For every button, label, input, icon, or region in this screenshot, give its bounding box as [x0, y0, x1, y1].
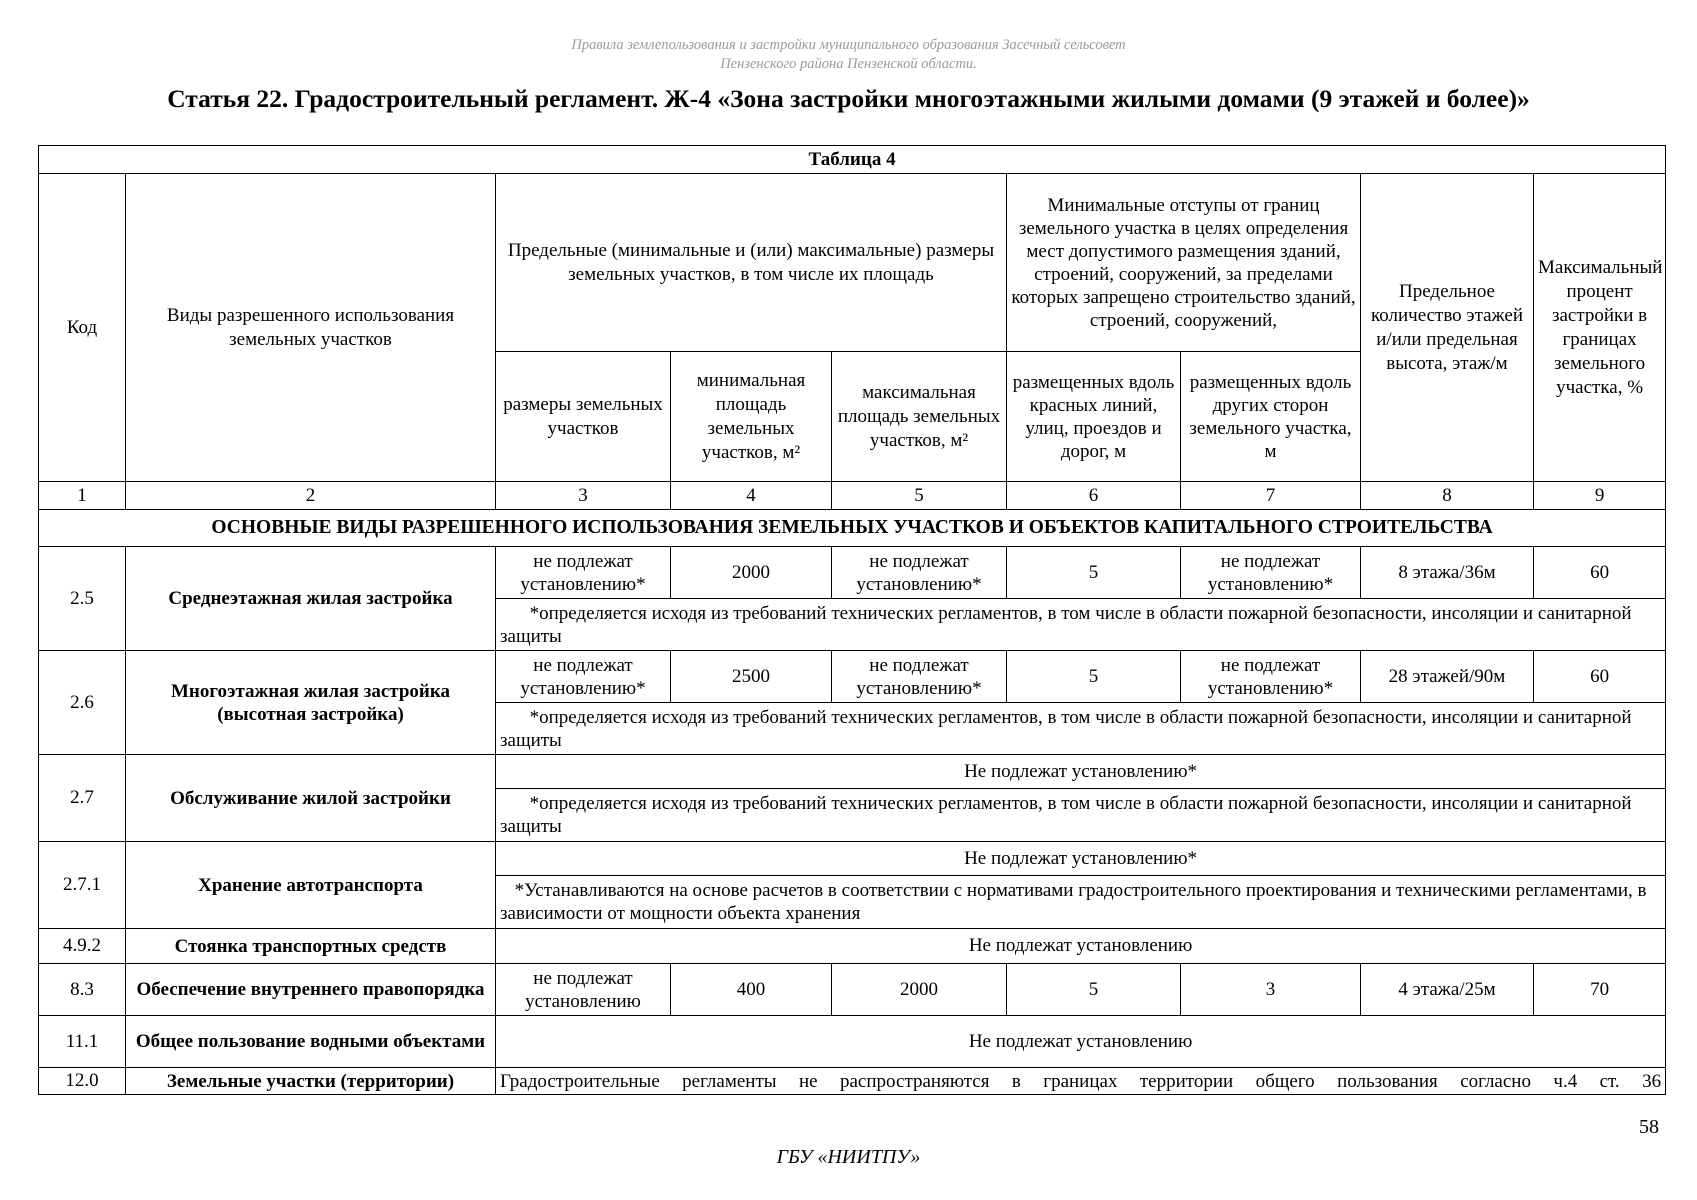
table-row: [39, 547, 1666, 599]
row-value: Градостроительные регламенты не распространяются в границах территории общего пользования согласно ч.4 ст. 36: [496, 1068, 1666, 1095]
section-row: [39, 510, 1666, 547]
header-use-types: Виды разрешенного использования земельных участков: [126, 174, 496, 482]
row-value: Не подлежат установлению*: [496, 755, 1666, 789]
column-number: 8: [1361, 482, 1534, 510]
row-value: Не подлежат установлению*: [496, 842, 1666, 876]
column-number: 4: [671, 482, 832, 510]
table-row: [39, 755, 1666, 789]
cell-setback-other: не подлежат установлению*: [1181, 547, 1361, 599]
table-label-row: [39, 146, 1666, 174]
cell-floors: 4 этажа/25м: [1361, 964, 1534, 1016]
row-code: 2.7: [39, 755, 126, 842]
row-name: Многоэтажная жилая застройка (высотная застройка): [126, 651, 496, 755]
article-title: Статья 22. Градостроительный регламент. Ж-4 «Зона застройки многоэтажными жилыми домами (9 этажей и более)»: [167, 84, 1530, 113]
row-note: *определяется исходя из требований технических регламентов, в том числе в области пожарной безопасности, инсоляции и санитарной защиты: [496, 703, 1666, 755]
row-code: 4.9.2: [39, 929, 126, 964]
column-number: 1: [39, 482, 126, 510]
cell-max-area: не подлежат установлению*: [832, 547, 1007, 599]
column-number: 5: [832, 482, 1007, 510]
row-value: Не подлежат установлению: [496, 1016, 1666, 1068]
cell-setback-red: 5: [1007, 547, 1181, 599]
table-row: [39, 1068, 1666, 1095]
cell-coverage: 70: [1534, 964, 1666, 1016]
row-name: Общее пользование водными объектами: [126, 1016, 496, 1068]
row-name: Стоянка транспортных средств: [126, 929, 496, 964]
row-code: 2.7.1: [39, 842, 126, 929]
column-number: 6: [1007, 482, 1181, 510]
cell-plot-size: не подлежат установлению*: [496, 651, 671, 703]
header-code: Код: [39, 174, 126, 482]
row-code: 11.1: [39, 1016, 126, 1068]
header-plot-sizes-group: Предельные (минимальные и (или) максимальные) размеры земельных участков, в том числе их площадь: [496, 174, 1007, 352]
header-row: [39, 174, 1666, 352]
cell-min-area: 400: [671, 964, 832, 1016]
running-header-line2: Пензенского района Пензенской области.: [720, 56, 977, 72]
row-code: 2.5: [39, 547, 126, 651]
table-row: [39, 1016, 1666, 1068]
row-name: Среднеэтажная жилая застройка: [126, 547, 496, 651]
cell-coverage: 60: [1534, 651, 1666, 703]
row-note: *определяется исходя из требований технических регламентов, в том числе в области пожарной безопасности, инсоляции и санитарной защиты: [496, 599, 1666, 651]
column-numbers-row: [39, 482, 1666, 510]
header-max-coverage: Максимальный процент застройки в границах земельного участка, %: [1534, 174, 1666, 482]
cell-min-area: 2000: [671, 547, 832, 599]
row-name: Обеспечение внутреннего правопорядка: [126, 964, 496, 1016]
running-header: [0, 36, 1697, 74]
header-setback-other: размещенных вдоль других сторон земельного участка, м: [1181, 352, 1361, 482]
cell-setback-other: не подлежат установлению*: [1181, 651, 1361, 703]
cell-setback-other: 3: [1181, 964, 1361, 1016]
cell-setback-red: 5: [1007, 651, 1181, 703]
cell-coverage: 60: [1534, 547, 1666, 599]
cell-plot-size: не подлежат установлению: [496, 964, 671, 1016]
row-name: Обслуживание жилой застройки: [126, 755, 496, 842]
row-code: 8.3: [39, 964, 126, 1016]
header-setbacks-group: Минимальные отступы от границ земельного участка в целях определения мест допустимого размещения зданий, строений, сооружений, за пределами которых запрещено строительство зданий, строений, сооружений,: [1007, 174, 1361, 352]
cell-floors: 8 этажа/36м: [1361, 547, 1534, 599]
row-name: Хранение автотранспорта: [126, 842, 496, 929]
column-number: 9: [1534, 482, 1666, 510]
running-header-line1: Правила землепользования и застройки муниципального образования Засечный сельсовет: [571, 37, 1126, 53]
cell-floors: 28 этажей/90м: [1361, 651, 1534, 703]
header-plot-size: размеры земельных участков: [496, 352, 671, 482]
table-row: [39, 651, 1666, 703]
cell-min-area: 2500: [671, 651, 832, 703]
row-note: *Устанавливаются на основе расчетов в соответствии с нормативами градостроительного проектирования и техническими регламентами, в зависимости от мощности объекта хранения: [496, 876, 1666, 929]
row-name: Земельные участки (территории): [126, 1068, 496, 1095]
cell-setback-red: 5: [1007, 964, 1181, 1016]
column-number: 3: [496, 482, 671, 510]
row-note: *определяется исходя из требований технических регламентов, в том числе в области пожарной безопасности, инсоляции и санитарной защиты: [496, 789, 1666, 842]
header-max-floors: Предельное количество этажей и/или предельная высота, этаж/м: [1361, 174, 1534, 482]
row-value: Не подлежат установлению: [496, 929, 1666, 964]
header-max-area: максимальная площадь земельных участков, м²: [832, 352, 1007, 482]
row-code: 2.6: [39, 651, 126, 755]
section-title: ОСНОВНЫЕ ВИДЫ РАЗРЕШЕННОГО ИСПОЛЬЗОВАНИЯ ЗЕМЕЛЬНЫХ УЧАСТКОВ И ОБЪЕКТОВ КАПИТАЛЬНОГО СТРОИТЕЛЬСТВА: [39, 510, 1666, 547]
column-number: 2: [126, 482, 496, 510]
table-row: [39, 964, 1666, 1016]
table-row: [39, 929, 1666, 964]
footer-organization: ГБУ «НИИТПУ»: [776, 1146, 921, 1168]
cell-max-area: 2000: [832, 964, 1007, 1016]
table-number-label: Таблица 4: [39, 146, 1666, 174]
column-number: 7: [1181, 482, 1361, 510]
cell-plot-size: не подлежат установлению*: [496, 547, 671, 599]
cell-max-area: не подлежат установлению*: [832, 651, 1007, 703]
regulation-table: [38, 145, 1666, 1095]
row-code: 12.0: [39, 1068, 126, 1095]
header-min-area: минимальная площадь земельных участков, м²: [671, 352, 832, 482]
table-row: [39, 842, 1666, 876]
header-setback-red-lines: размещенных вдоль красных линий, улиц, проездов и дорог, м: [1007, 352, 1181, 482]
page-number: 58: [1639, 1116, 1659, 1138]
